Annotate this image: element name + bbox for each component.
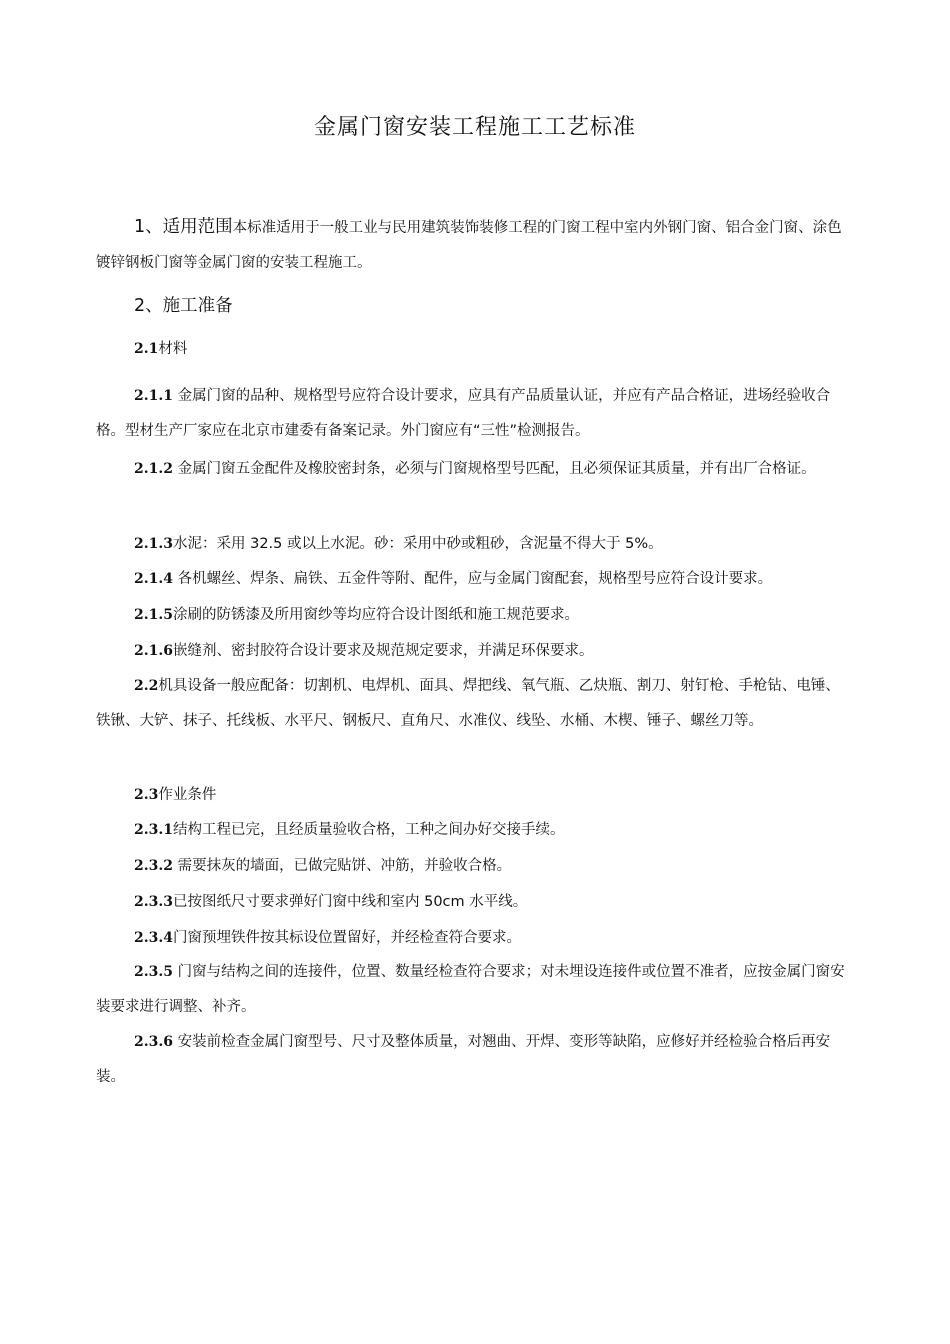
item-2-1-2-number: 2.1.2: [134, 461, 173, 477]
subsection-2-2-number: 2.2: [134, 678, 159, 694]
item-2-1-5-text: 涂刷的防锈漆及所用窗纱等均应符合设计图纸和施工规范要求。: [172, 607, 579, 623]
item-2-3-6-number: 2.3.6: [134, 1034, 173, 1050]
item-2-3-4-text: 门窗预埋铁件按其标设位置留好，并经检查符合要求。: [172, 930, 521, 946]
item-2-1-2-text: 金属门窗五金配件及橡胶密封条，必须与门窗规格型号匹配，且必须保证其质量，并有出厂合格证。: [172, 461, 816, 477]
section-1-text: 本标准适用于一般工业与民用建筑装饰装修工程的门窗工程中室内外钢门窗、铝合金门窗、涂色镀锌钢板门窗等金属门窗的安装工程施工。: [96, 220, 842, 271]
item-2-1-6: [134, 639, 593, 663]
subsection-2-3-number: 2.3: [134, 787, 159, 803]
document-title: 金属门窗安装工程施工工艺标准: [313, 115, 636, 140]
item-2-3-2-text: 需要抹灰的墙面，已做完贴饼、冲筋，并验收合格。: [172, 858, 512, 874]
item-2-3-4: [134, 926, 521, 950]
subsection-2-1-text: 材料: [158, 341, 188, 357]
subsection-2-2-text: 机具设备一般应配备：切割机、电焊机、面具、焊把线、氧气瓶、乙炔瓶、割刀、射钉枪、手枪钻、电锤、铁锹、大铲、抹子、托线板、水平尺、钢板尺、直角尺、水准仪、线坠、水桶、木楔、锤子、螺丝刀等。: [96, 678, 840, 729]
item-2-1-6-text: 嵌缝剂、密封胶符合设计要求及规范规定要求，并满足环保要求。: [172, 643, 594, 659]
section-1-heading: 1、适用范围: [134, 217, 233, 237]
item-2-1-4-text: 各机螺丝、焊条、扁铁、五金件等附、配件，应与金属门窗配套，规格型号应符合设计要求。: [172, 571, 773, 587]
item-2-3-4-number: 2.3.4: [134, 930, 173, 946]
item-2-3-1: [134, 818, 564, 842]
subsection-2-2: [96, 669, 848, 739]
item-2-1-3-text: 水泥：采用 32.5 或以上水泥。砂：采用中砂或粗砂，含泥量不得大于 5%。: [172, 536, 663, 552]
item-2-1-2: [96, 452, 848, 487]
subsection-2-1: [134, 337, 187, 361]
item-2-3-5-number: 2.3.5: [134, 964, 173, 980]
item-2-1-4: [134, 567, 772, 591]
item-2-3-3-text: 已按图纸尺寸要求弹好门窗中线和室内 50cm 水平线。: [172, 894, 528, 910]
section-1-paragraph: [96, 210, 848, 281]
item-2-1-5-number: 2.1.5: [134, 607, 173, 623]
section-2-heading: 2、施工准备: [134, 296, 233, 316]
subsection-2-1-number: 2.1: [134, 341, 159, 357]
item-2-1-1-text: 金属门窗的品种、规格型号应符合设计要求，应具有产品质量认证，并应有产品合格证，进场经验收合格。型材生产厂家应在北京市建委有备案记录。外门窗应有“三性”检测报告。: [96, 388, 831, 439]
item-2-1-1: [96, 379, 848, 449]
item-2-3-3: [134, 890, 527, 914]
item-2-3-5: [96, 955, 848, 1025]
item-2-1-5: [134, 603, 579, 627]
item-2-1-4-number: 2.1.4: [134, 571, 173, 587]
item-2-3-2: [134, 854, 511, 878]
item-2-3-1-text: 结构工程已完，且经质量验收合格，工种之间办好交接手续。: [172, 822, 565, 838]
item-2-3-3-number: 2.3.3: [134, 894, 173, 910]
subsection-2-3-text: 作业条件: [158, 787, 217, 803]
item-2-3-5-text: 门窗与结构之间的连接件，位置、数量经检查符合要求；对未埋设连接件或位置不准者，应按金属门窗安装要求进行调整、补齐。: [96, 964, 845, 1015]
item-2-3-6-text: 安装前检查金属门窗型号、尺寸及整体质量，对翘曲、开焊、变形等缺陷，应修好并经检验合格后再安装。: [96, 1034, 831, 1085]
item-2-1-3: [134, 532, 663, 556]
item-2-1-3-number: 2.1.3: [134, 536, 173, 552]
item-2-1-1-number: 2.1.1: [134, 388, 173, 404]
subsection-2-3: [134, 783, 216, 807]
item-2-1-6-number: 2.1.6: [134, 643, 173, 659]
item-2-3-2-number: 2.3.2: [134, 858, 173, 874]
item-2-3-6: [96, 1025, 848, 1095]
item-2-3-1-number: 2.3.1: [134, 822, 173, 838]
